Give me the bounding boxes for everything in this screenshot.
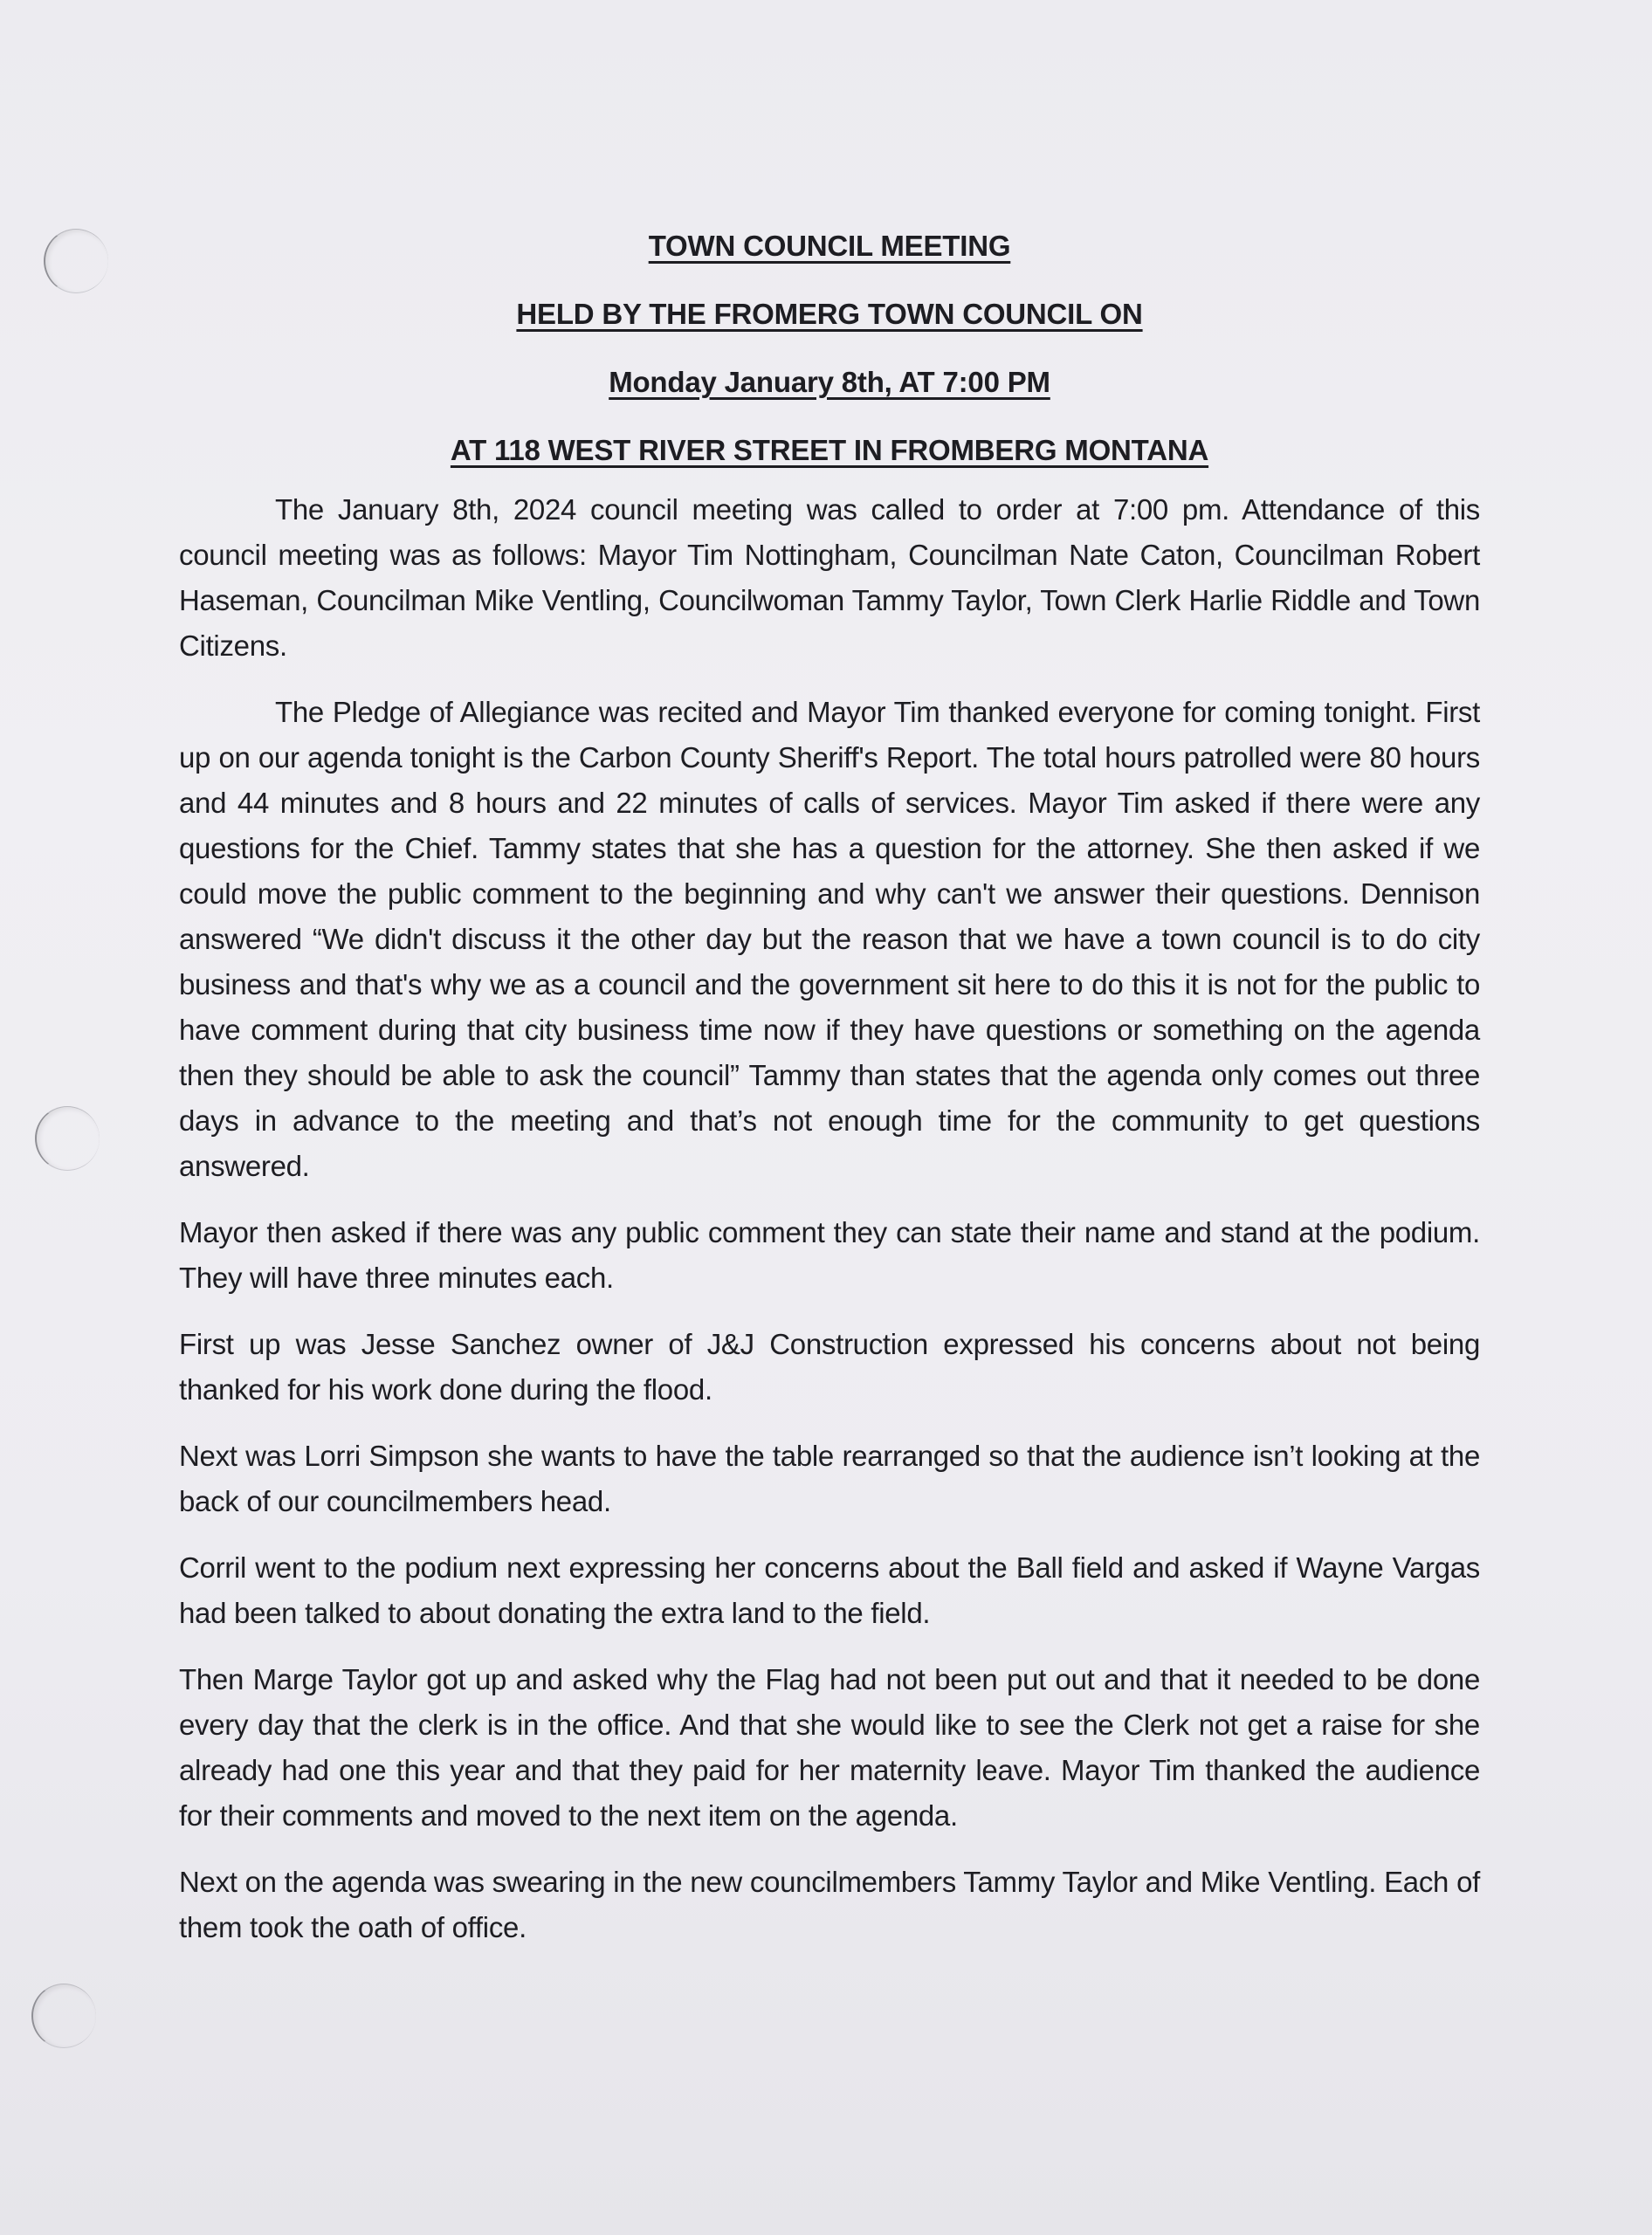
marge-taylor-paragraph: Then Marge Taylor got up and asked why the Flag had not been put out and that it needed to be done every day that the clerk is in the office. And that she would like to see the Clerk not get a raise for she already had one this year and that they paid for her maternity leave. Mayor Tim thanked the audience for their comments and moved to the next item on the agenda. (179, 1663, 1480, 1832)
punch-hole-middle (35, 1106, 100, 1171)
swearing-in-paragraph: Next on the agenda was swearing in the new councilmembers Tammy Taylor and Mike Ventling. Each of them took the oath of office. (179, 1866, 1480, 1943)
title-heading: TOWN COUNCIL MEETING (648, 230, 1011, 262)
meeting-minutes (179, 227, 1480, 1950)
public-comment-paragraph: Mayor then asked if there was any public comment they can state their name and stand at the podium. They will have three minutes each. (179, 1216, 1480, 1294)
call-to-order-paragraph: The January 8th, 2024 council meeting was called to order at 7:00 pm. Attendance of this council meeting was as follows: Mayor Tim Nottingham, Councilman Nate Caton, Councilman Robert Haseman, Councilman Mike Ventling, Councilwoman Tammy Taylor, Town Clerk Harlie Riddle and Town Citizens. (179, 493, 1480, 662)
date-heading: Monday January 8th, AT 7:00 PM (609, 366, 1050, 398)
pledge-paragraph: The Pledge of Allegiance was recited and Mayor Tim thanked everyone for coming tonight. First up on our agenda tonight is the Carbon County Sheriff's Report. The total hours patrolled were 80 hours and 44 minutes and 8 hours and 22 minutes of calls of services. Mayor Tim asked if there were any questions for the Chief. Tammy states that she has a question for the attorney. She then asked if we could move the public comment to the beginning and why can't we answer their questions. Dennison answered “We didn't discuss it the other day but the reason that we have a town council is to do city business and that's why we as a council and the government sit here to do this it is not for the public to have comment during that city business time now if they have questions or something on the agenda then they should be able to ask the council” Tammy than states that the agenda only comes out three days in advance to the meeting and that’s not enough time for the community to get questions answered. (179, 696, 1480, 1182)
jesse-sanchez-paragraph: First up was Jesse Sanchez owner of J&J Construction expressed his concerns about not being thanked for his work done during the flood. (179, 1328, 1480, 1406)
punch-hole-top (44, 229, 108, 293)
lorri-simpson-paragraph: Next was Lorri Simpson she wants to have the table rearranged so that the audience isn’t looking at the back of our councilmembers head. (179, 1440, 1480, 1517)
corril-paragraph: Corril went to the podium next expressing her concerns about the Ball field and asked if Wayne Vargas had been talked to about donating the extra land to the field. (179, 1551, 1480, 1629)
punch-hole-bottom (31, 1984, 96, 2048)
held-by-heading: HELD BY THE FROMERG TOWN COUNCIL ON (516, 298, 1143, 330)
location-heading: AT 118 WEST RIVER STREET IN FROMBERG MONTANA (450, 434, 1209, 466)
